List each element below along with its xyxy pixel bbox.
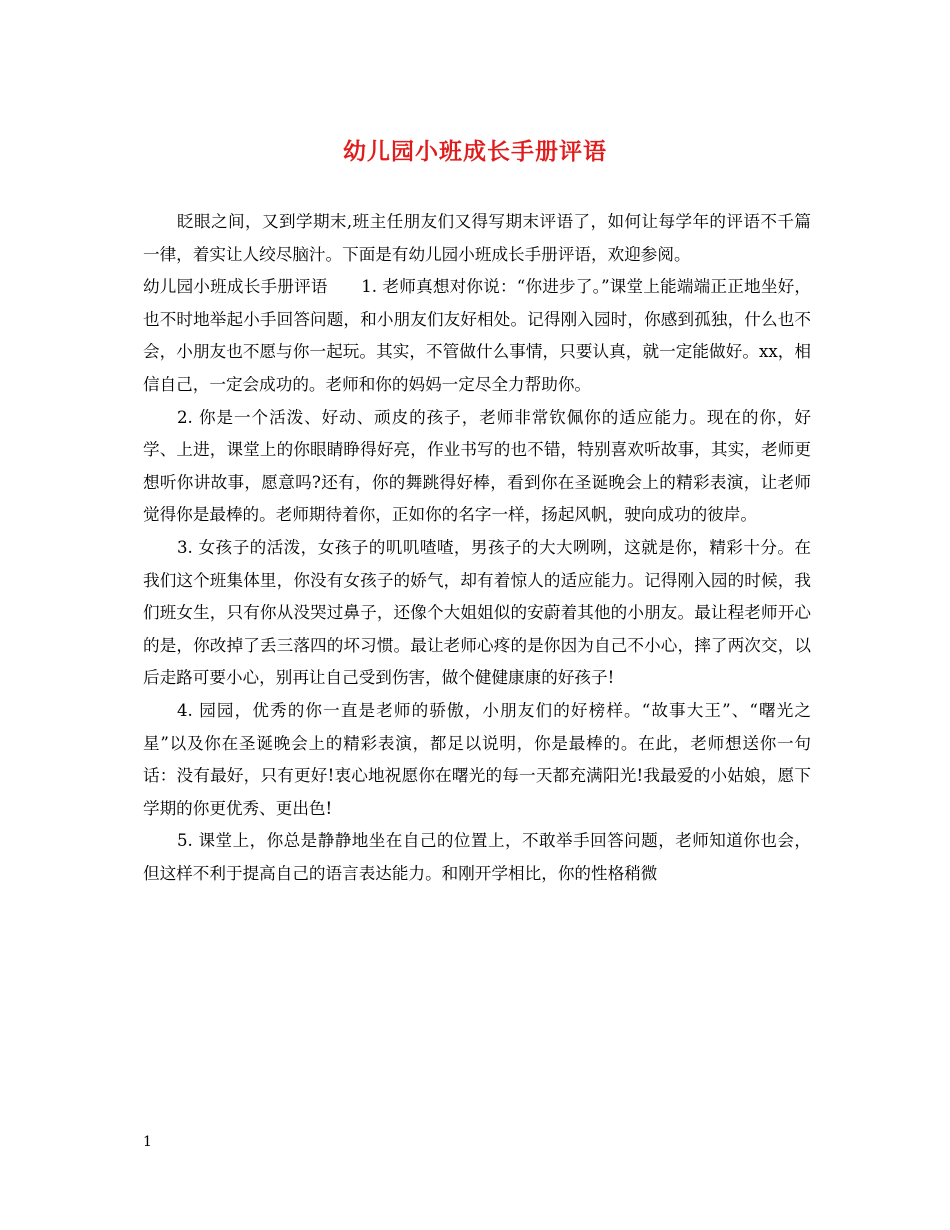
comment-paragraph-5: 5. 课堂上，你总是静静地坐在自己的位置上，不敢举手回答问题，老师知道你也会，但这样不利于提高自己的语言表达能力。和刚开学相比，你的性格稍微: [143, 831, 811, 883]
page-number: 1: [143, 1134, 152, 1150]
comment-paragraph-4: 4. 园园，优秀的你一直是老师的骄傲，小朋友们的好榜样。“故事大王”、“曙光之星”以及你在圣诞晚会上的精彩表演，都足以说明，你是最棒的。在此，老师想送你一句话：没有最好，只有更好!衷心地祝愿你在曙光的每一天都充满阳光!我最爱的小姑娘，愿下学期的你更优秀、更出色!: [143, 700, 811, 818]
comment-paragraph-3: 3. 女孩子的活泼，女孩子的叽叽喳喳，男孩子的大大咧咧，这就是你，精彩十分。在我们这个班集体里，你没有女孩子的娇气，却有着惊人的适应能力。记得刚入园的时候，我们班女生，只有你从没哭过鼻子，还像个大姐姐似的安蔚着其他的小朋友。最让程老师开心的是，你改掉了丢三落四的坏习惯。最让老师心疼的是你因为自己不小心，摔了两次交，以后走路可要小心，别再让自己受到伤害，做个健健康康的好孩子!: [143, 537, 811, 688]
comment-paragraph-1: 幼儿园小班成长手册评语 1. 老师真想对你说：“你进步了。”课堂上能端端正正地坐好，也不时地举起小手回答问题，和小朋友们友好相处。记得刚入园时，你感到孤独，什么也不会，小朋友也不愿与你一起玩。其实，不管做什么事情，只要认真，就一定能做好。xx，相信自己，一定会成功的。老师和你的妈妈一定尽全力帮助你。: [143, 277, 811, 394]
document-title: 幼儿园小班成长手册评语: [343, 138, 607, 165]
document-body: [143, 206, 811, 890]
comment-paragraph-2: 2. 你是一个活泼、好动、顽皮的孩子，老师非常钦佩你的适应能力。现在的你，好学、上进，课堂上的你眼睛睁得好亮，作业书写的也不错，特别喜欢听故事，其实，老师更想听你讲故事，愿意吗?还有，你的舞跳得好棒，看到你在圣诞晚会上的精彩表演，让老师觉得你是最棒的。老师期待着你，正如你的名字一样，扬起风帆，驶向成功的彼岸。: [143, 407, 811, 525]
intro-paragraph: 眨眼之间，又到学期末,班主任朋友们又得写期末评语了，如何让每学年的评语不千篇一律，着实让人绞尽脑汁。下面是有幼儿园小班成长手册评语，欢迎参阅。: [143, 212, 811, 264]
